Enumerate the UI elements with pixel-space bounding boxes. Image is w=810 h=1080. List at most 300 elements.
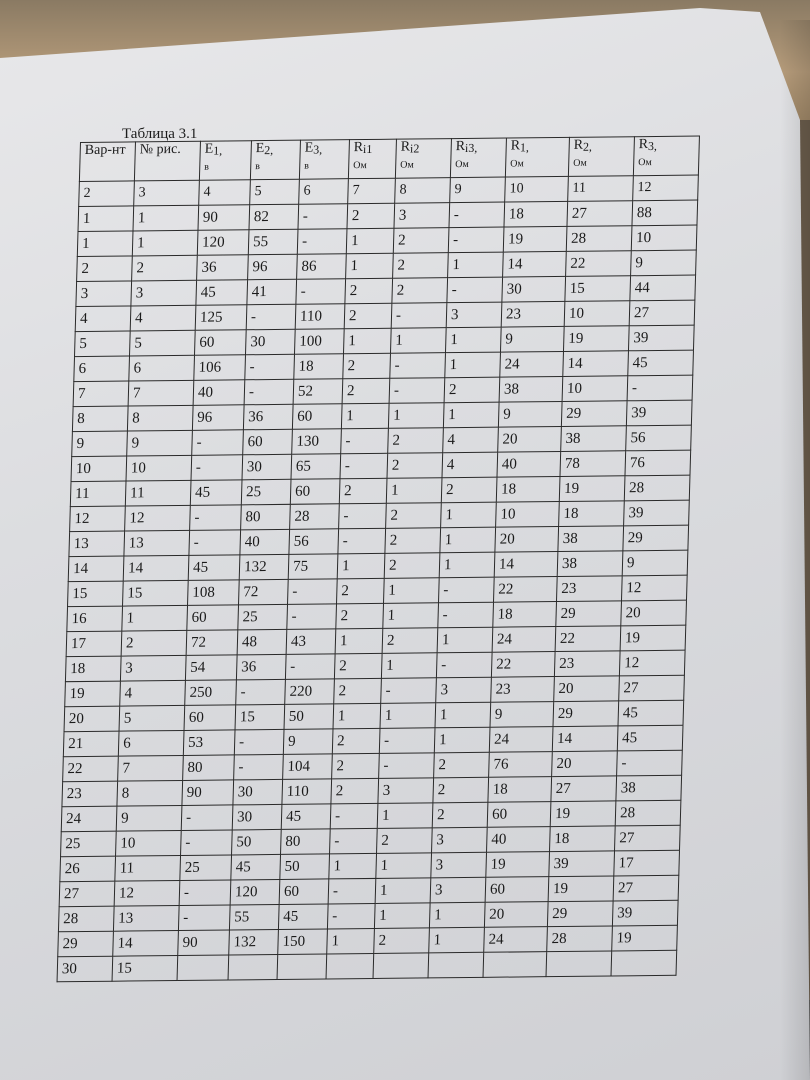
table-cell: 65 [291, 454, 341, 480]
col-number: 11 [568, 176, 634, 202]
table-cell: 50 [232, 829, 282, 855]
table-cell: - [298, 204, 348, 230]
table-cell: 60 [194, 330, 246, 356]
table-cell: 30 [233, 779, 283, 805]
table-cell: 23 [554, 651, 620, 677]
table-cell: - [236, 679, 286, 705]
table-cell: 45 [628, 350, 694, 376]
table-cell: 24 [61, 806, 117, 832]
table-cell: 2 [77, 256, 133, 282]
table-cell: 50 [280, 854, 330, 880]
header-ri2 [395, 139, 451, 179]
table-cell: 132 [229, 929, 279, 955]
table-cell: 22 [555, 626, 621, 652]
header-ri1-sub: i1 [362, 141, 373, 157]
table-cell: 12 [114, 880, 180, 906]
table-cell: 2 [388, 428, 444, 454]
header-ri2-base: R [400, 139, 411, 155]
table-cell: 39 [628, 325, 694, 351]
table-cell: 22 [566, 251, 632, 277]
table-cell: - [189, 530, 241, 556]
table-cell: - [390, 353, 446, 379]
table-cell: 45 [196, 280, 248, 306]
table-cell: 14 [552, 726, 618, 752]
table-cell: 20 [484, 902, 548, 928]
table-cell: 24 [484, 927, 548, 953]
table-cell: 88 [632, 200, 698, 226]
table-cell: 80 [241, 504, 291, 530]
table-cell: 26 [60, 856, 116, 882]
table-cell: 2 [339, 478, 387, 504]
table-cell: 19 [548, 876, 614, 902]
table-cell: 55 [229, 904, 279, 930]
header-e2-sub: 2, [264, 142, 274, 158]
table-cell: 106 [194, 355, 246, 381]
table-cell: 8 [127, 405, 193, 431]
table-cell: 2 [342, 378, 390, 404]
table-cell: 1 [335, 628, 383, 654]
table-cell: 19 [563, 326, 629, 352]
table-caption: Таблица 3.1 [122, 126, 198, 142]
table-cell: 1 [346, 253, 394, 279]
table-cell: 9 [72, 431, 128, 457]
table-cell: 1 [133, 205, 199, 231]
table-cell: 3 [120, 655, 186, 681]
table-cell: 7 [128, 380, 194, 406]
header-r3 [633, 136, 699, 176]
table-cell: 108 [188, 580, 240, 606]
table-cell: 1 [343, 328, 391, 354]
table-cell: 28 [290, 504, 340, 530]
table-cell: 23 [62, 781, 118, 807]
table-cell: 1 [346, 228, 394, 254]
table-cell: 130 [292, 429, 342, 455]
table-cell: 1 [445, 327, 501, 353]
table-cell: 60 [292, 404, 342, 430]
table-cell: 2 [387, 453, 443, 479]
table-cell: 2 [332, 728, 380, 754]
table-cell: 19 [486, 852, 550, 878]
header-row [79, 136, 699, 181]
col-number: 4 [199, 180, 251, 206]
table-cell: 1 [388, 403, 444, 429]
table-cell: 11 [115, 855, 181, 881]
table-cell: 120 [197, 230, 249, 256]
col-number: 10 [505, 176, 569, 202]
table-cell: 14 [494, 552, 558, 578]
table-cell: - [190, 505, 242, 531]
table-cell: 25 [238, 604, 288, 630]
table-cell: 45 [278, 904, 328, 930]
table-cell: 54 [185, 655, 237, 681]
table-cell: - [296, 279, 346, 305]
table-cell: 44 [630, 275, 696, 301]
table-cell: 19 [65, 681, 121, 707]
table-cell: 18 [488, 777, 552, 803]
table-cell: 19 [550, 801, 616, 827]
table-cell: 1 [374, 903, 430, 929]
table-cell: 18 [65, 656, 121, 682]
table-cell: 14 [563, 351, 629, 377]
table-cell: 13 [113, 906, 179, 932]
table-cell: 22 [63, 756, 119, 782]
header-variant: Вар-нт [79, 142, 135, 182]
table-cell: - [178, 905, 230, 931]
table-cell: 2 [384, 553, 440, 579]
table-cell: 55 [248, 229, 298, 255]
table-cell: - [439, 577, 495, 603]
table-cell: 3 [131, 280, 197, 306]
table-cell: 36 [243, 404, 293, 430]
table-cell: 29 [623, 525, 689, 551]
table-cell: 60 [184, 705, 236, 731]
header-r2-unit: Ом [573, 157, 587, 169]
table-cell: 72 [186, 630, 238, 656]
table-cell: 9 [631, 250, 697, 276]
table-cell: 110 [282, 779, 332, 805]
table-cell: 4 [120, 680, 186, 706]
col-number: 7 [348, 178, 396, 204]
table-cell: 5 [119, 705, 185, 731]
table-cell: 80 [183, 755, 235, 781]
table-cell: 1 [390, 328, 446, 354]
header-e2 [250, 140, 300, 180]
table-cell: 27 [613, 875, 679, 901]
table-cell: 39 [549, 851, 615, 877]
table-cell: 28 [615, 800, 681, 826]
table-cell: 1 [429, 927, 485, 953]
table-cell: 1 [445, 352, 501, 378]
table-cell: 1 [375, 878, 431, 904]
table-cell: 38 [616, 775, 682, 801]
header-e3 [299, 140, 349, 180]
table-cell: 30 [245, 329, 295, 355]
table-cell: 10 [126, 455, 192, 481]
table-cell: 28 [624, 475, 690, 501]
table-cell: 4 [75, 306, 131, 332]
table-cell: 1 [377, 803, 433, 829]
table-cell: 10 [631, 225, 697, 251]
table-cell: 7 [118, 755, 184, 781]
table-cell: 1 [341, 403, 389, 429]
table-cell: - [381, 678, 437, 704]
table-cell: 45 [190, 480, 242, 506]
table-cell: 29 [547, 901, 613, 927]
header-ri1-base: R [353, 140, 364, 156]
col-number: 5 [250, 179, 300, 205]
table-cell: 75 [288, 554, 338, 580]
header-e1-sub: 1, [213, 143, 223, 158]
table-cell: 1 [383, 603, 439, 629]
table-cell: 6 [118, 730, 184, 756]
table-cell: - [449, 202, 505, 228]
col-number: 12 [633, 175, 699, 201]
header-r1-sub: 1, [519, 140, 530, 155]
table-cell: - [287, 604, 337, 630]
table-cell: 2 [377, 828, 433, 854]
table-cell: 2 [331, 778, 379, 804]
col-number: 6 [299, 179, 349, 205]
table-cell: - [297, 229, 347, 255]
table-cell: 5 [130, 330, 196, 356]
table-cell: - [341, 428, 389, 454]
table-cell: 4 [130, 305, 196, 331]
table-cell: 150 [278, 929, 328, 955]
table-cell: 25 [241, 479, 291, 505]
table-cell: 2 [345, 278, 393, 304]
table-cell: - [328, 878, 376, 904]
col-number: 8 [395, 178, 451, 204]
table-cell: 38 [561, 426, 627, 452]
table-cell: 7 [73, 381, 129, 407]
table-cell: 60 [187, 605, 239, 631]
table-cell: 24 [489, 727, 553, 753]
table-cell: 18 [559, 501, 625, 527]
table-cell: 23 [491, 677, 555, 703]
table-cell: - [379, 753, 435, 779]
header-ri3 [450, 138, 506, 178]
header-r1 [505, 137, 569, 177]
table-cell: - [234, 754, 284, 780]
table-cell: - [246, 304, 296, 330]
table-cell: 60 [243, 429, 293, 455]
table-cell: - [192, 430, 244, 456]
table-cell: - [181, 805, 233, 831]
table-cell: 2 [332, 753, 380, 779]
table-cell: 1 [439, 552, 495, 578]
table-cell: 18 [550, 826, 616, 852]
table-cell: 20 [621, 600, 687, 626]
header-ri3-sub: i3, [464, 140, 478, 155]
table-cell: 18 [294, 354, 344, 380]
table-cell: 9 [498, 401, 562, 427]
table-cell: 3 [378, 778, 434, 804]
table-cell: 1 [132, 230, 198, 256]
table-cell: 1 [77, 231, 133, 257]
table-cell: 20 [64, 706, 120, 732]
table-cell: 1 [443, 402, 499, 428]
table-cell: 9 [283, 729, 333, 755]
table-cell: 3 [394, 203, 450, 229]
table-cell: 18 [493, 602, 557, 628]
table-cell: 29 [561, 401, 627, 427]
table-cell: 15 [68, 581, 124, 607]
table-cell: 90 [182, 780, 234, 806]
table-cell: 19 [559, 476, 625, 502]
col-number: 9 [450, 177, 506, 203]
table-cell: 27 [59, 881, 115, 907]
table-cell: 2 [393, 253, 449, 279]
table-cell: - [379, 728, 435, 754]
table-cell: 1 [429, 902, 485, 928]
table-cell: 10 [564, 301, 630, 327]
table-cell: 14 [113, 931, 179, 957]
table-cell: 1 [448, 252, 504, 278]
table-cell: 29 [58, 931, 114, 957]
table-cell: - [234, 729, 284, 755]
table-cell: 72 [239, 579, 289, 605]
col-number: 3 [134, 180, 200, 206]
table-cell: 45 [188, 555, 240, 581]
header-r2-sub: 2, [582, 139, 593, 154]
header-r3-base: R [638, 137, 649, 153]
table-cell: - [327, 903, 375, 929]
col-number: 2 [79, 181, 135, 207]
table-cell: 125 [195, 305, 247, 331]
table-cell: 96 [192, 405, 244, 431]
table-cell: 20 [498, 426, 562, 452]
table-cell: 39 [626, 400, 692, 426]
table-cell: 2 [392, 278, 448, 304]
table-cell: 9 [490, 702, 554, 728]
table-cell: 27 [615, 825, 681, 851]
header-e3-sub: 3, [313, 142, 323, 157]
table-cell: 1 [122, 605, 188, 631]
table-cell: 76 [489, 752, 553, 778]
header-ri1 [348, 139, 396, 179]
table-cell: 3 [436, 677, 492, 703]
table-cell: 1 [380, 703, 436, 729]
header-figure: № рис. [134, 141, 200, 181]
table-cell: 1 [386, 478, 442, 504]
table-cell: 56 [626, 425, 692, 451]
page-crease [780, 20, 810, 1080]
table-cell: - [447, 277, 503, 303]
table-cell: 2 [374, 928, 430, 954]
table-cell: 10 [71, 456, 127, 482]
table-cell: 19 [503, 226, 567, 252]
table-body [57, 200, 698, 982]
table-cell: 82 [249, 204, 299, 230]
table-cell: 56 [289, 529, 339, 555]
table-cell: 132 [239, 554, 289, 580]
table-cell: 86 [297, 254, 347, 280]
table-cell: 40 [497, 451, 561, 477]
table-cell: 40 [193, 380, 245, 406]
table-cell: 36 [197, 255, 249, 281]
table-cell: 12 [125, 505, 191, 531]
table-cell: 19 [612, 925, 678, 951]
table-cell: 3 [446, 302, 502, 328]
table-cell: 6 [74, 356, 130, 382]
table-cell: 18 [504, 201, 568, 227]
table-cell: 1 [441, 502, 497, 528]
table-cell: 120 [230, 879, 280, 905]
table-cell: 45 [617, 725, 683, 751]
table-cell: 11 [125, 480, 191, 506]
table-cell: - [285, 654, 335, 680]
header-r3-sub: 3, [647, 138, 658, 154]
faded-footer-text-area [80, 945, 640, 991]
table-cell: 8 [117, 780, 183, 806]
table-cell: 21 [63, 731, 119, 757]
table-cell: 20 [554, 676, 620, 702]
table-cell: 2 [344, 303, 392, 329]
table-cell: - [244, 379, 294, 405]
table-cell: 96 [248, 254, 298, 280]
table-cell: 30 [57, 956, 113, 982]
table-cell: 250 [185, 680, 237, 706]
table-cell: 53 [183, 730, 235, 756]
table-cell: 2 [382, 628, 438, 654]
table-cell: - [617, 750, 683, 776]
table-cell: 16 [67, 606, 123, 632]
table-cell: 2 [132, 255, 198, 281]
table-cell: 1 [435, 702, 491, 728]
table-cell: 38 [557, 551, 623, 577]
table-cell: 11 [70, 481, 126, 507]
table-cell: - [245, 354, 295, 380]
table-cell: 104 [283, 754, 333, 780]
table-cell: 60 [279, 879, 329, 905]
header-r2 [568, 137, 634, 177]
table-cell: 40 [487, 827, 551, 853]
table-cell: 17 [614, 850, 680, 876]
table-cell: - [330, 828, 378, 854]
table-cell: 2 [343, 353, 391, 379]
table-cell: 17 [66, 631, 122, 657]
table-cell: 14 [503, 251, 567, 277]
table-cell: 30 [502, 276, 566, 302]
table-cell: - [391, 303, 447, 329]
header-e1 [199, 141, 251, 181]
table-cell: 41 [247, 279, 297, 305]
table-cell: 3 [430, 877, 486, 903]
table-cell: 2 [336, 603, 384, 629]
header-ri3-base: R [455, 138, 466, 155]
table-cell: 9 [500, 326, 564, 352]
table-cell: 10 [562, 376, 628, 402]
table-cell: 29 [553, 701, 619, 727]
header-ri1-unit: Ом [353, 159, 367, 172]
table-cell: 52 [293, 379, 343, 405]
table-cell: 60 [487, 802, 551, 828]
table-cell: 28 [566, 226, 632, 252]
table-cell: 4 [443, 427, 499, 453]
table-cell: 24 [500, 351, 564, 377]
table-cell: 13 [69, 531, 125, 557]
table-cell: - [179, 880, 231, 906]
table-cell: - [436, 652, 492, 678]
table-cell: 2 [444, 377, 500, 403]
table-cell: 15 [123, 580, 189, 606]
table-cell: 1 [337, 553, 385, 579]
table-cell: 1 [440, 527, 496, 553]
table-cell: 29 [556, 601, 622, 627]
table-cell: 15 [565, 276, 631, 302]
table-cell: - [330, 803, 378, 829]
table-cell: 5 [75, 331, 131, 357]
table-cell: 76 [625, 450, 691, 476]
table-cell: 90 [178, 930, 230, 956]
table-cell: 2 [432, 802, 488, 828]
header-e1-unit: в [204, 161, 210, 173]
table-cell: 2 [334, 678, 382, 704]
table-cell: 50 [284, 704, 334, 730]
table-cell: 90 [198, 205, 250, 231]
table-cell: 12 [70, 506, 126, 532]
table-cell: 28 [58, 906, 114, 932]
table-cell: - [288, 579, 338, 605]
table-cell: 2 [385, 528, 441, 554]
table-cell: 1 [327, 928, 375, 954]
table-cell: 28 [547, 926, 613, 952]
table-cell: 30 [232, 804, 282, 830]
table-cell: 25 [61, 831, 117, 857]
table-cell: - [627, 375, 693, 401]
table-cell: 1 [437, 627, 493, 653]
table-cell: 2 [434, 752, 490, 778]
